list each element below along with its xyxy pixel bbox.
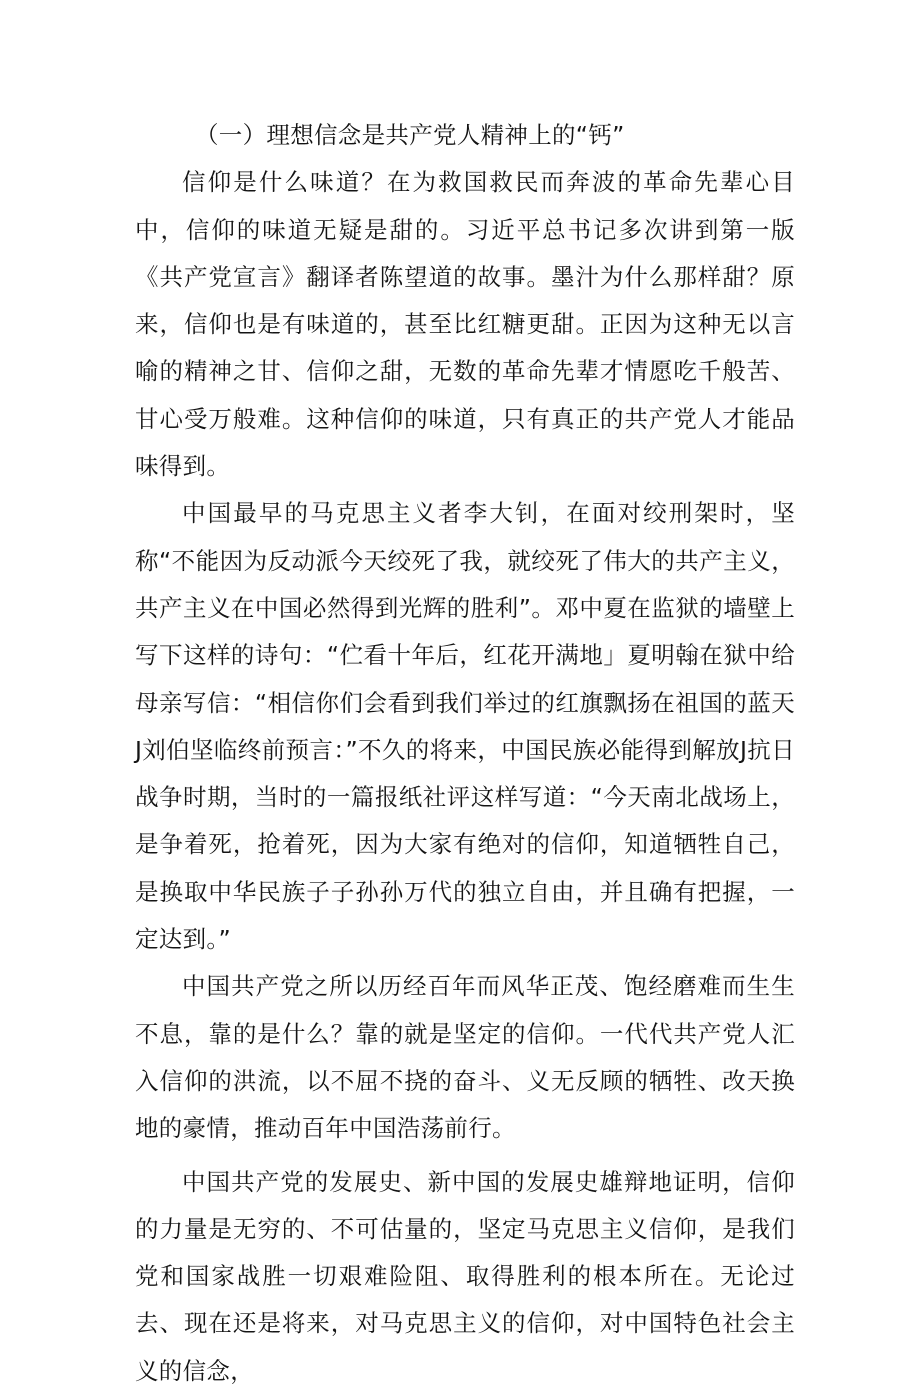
paragraph-martyrs-quotes: 中国最早的马克思主义者李大钊，在面对绞刑架时，坚称“不能因为反动派今天绞死了我，就绞死了伟大的共产主义，共产主义在中国必然得到光辉的胜利”。邓中夏在监狱的墙壁上写下这样的诗句：“伫看十年后，红花开满地」夏明翰在狱中给母亲写信：“相信你们会看到我们举过的红旗飘扬在祖国的蓝天J刘伯坚临终前预言：”不久的将来，中国民族必能得到解放J抗日战争时期，当时的一篇报纸社评这样写道：“今天南北战场上，是争着死，抢着死，因为大家有绝对的信仰，知道牺牲自己，是换取中华民族子子孙孙万代的独立自由，并且确有把握，一定达到。” — [135, 499, 795, 954]
paragraph-century-of-faith: 中国共产党之所以历经百年而风华正茂、饱经磨难而生生不息，靠的是什么？靠的就是坚定的信仰。一代代共产党人汇入信仰的洪流，以不屈不挠的奋斗、义无反顾的牺牲、改天换地的豪情，推动百年中国浩荡前行。 — [135, 972, 795, 1143]
paragraph-power-of-faith: 中国共产党的发展史、新中国的发展史雄辩地证明，信仰的力量是无穷的、不可估量的，坚定马克思主义信仰，是我们党和国家战胜一切艰难险阻、取得胜利的根本所在。无论过去、现在还是将来，对马克思主义的信仰，对中国特色社会主义的信念， — [135, 1167, 795, 1385]
section-heading: （一）理想信念是共产党人精神上的“钙” — [195, 121, 625, 149]
paragraph-taste-of-faith: 信仰是什么味道？在为救国救民而奔波的革命先辈心目中，信仰的味道无疑是甜的。习近平总书记多次讲到第一版《共产党宣言》翻译者陈望道的故事。墨汁为什么那样甜？原来，信仰也是有味道的，甚至比红糖更甜。正因为这种无以言喻的精神之甘、信仰之甜，无数的革命先辈才情愿吃千般苦、甘心受万般难。这种信仰的味道，只有真正的共产党人才能品味得到。 — [135, 168, 795, 481]
document-body — [135, 112, 795, 1395]
